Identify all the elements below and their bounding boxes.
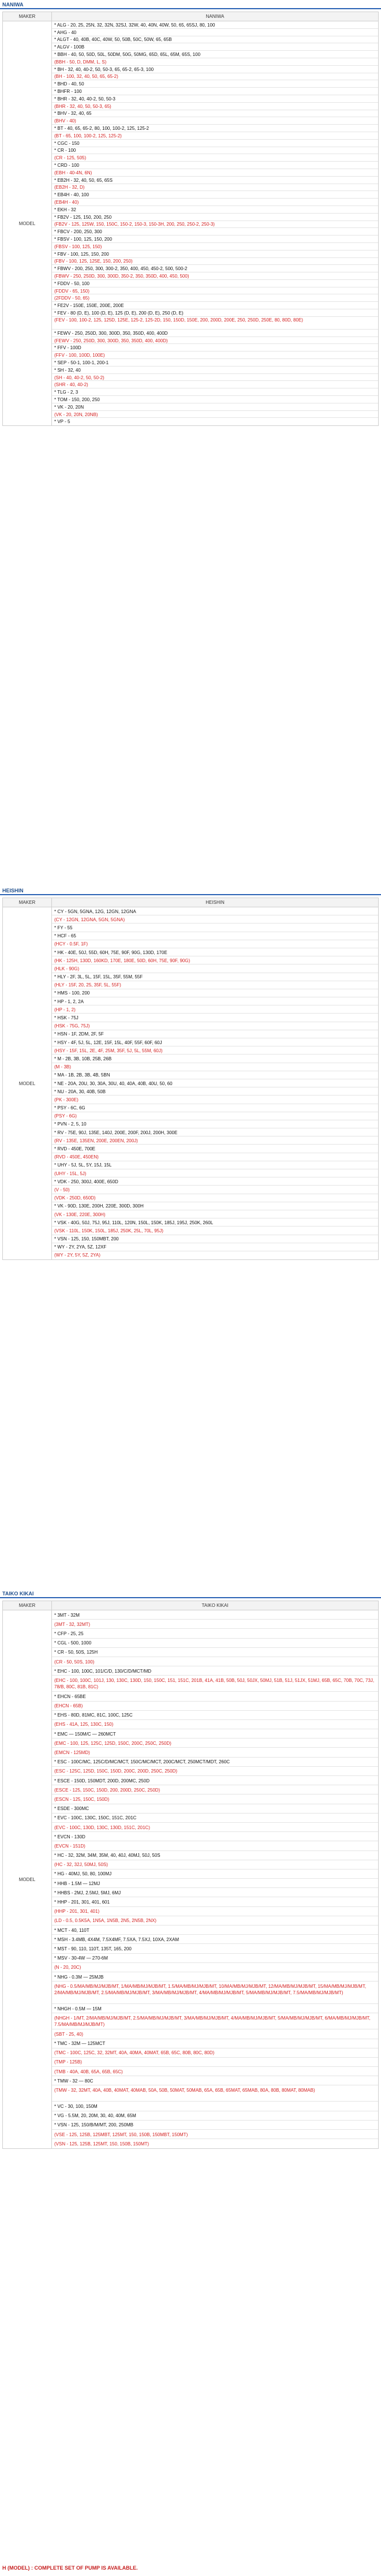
model-list-item: * TOM - 150, 200, 250 bbox=[52, 396, 378, 403]
model-list-item: * HHB - 1.5M — 12MJ bbox=[52, 1879, 378, 1888]
variant-list-item: (UHY - 15L, 5J) bbox=[52, 1169, 378, 1177]
model-list-item: * FEWV - 250, 250D, 300, 300D, 350, 350D, 400, 400D bbox=[52, 330, 378, 337]
model-list-item: * CFP - 25, 25 bbox=[52, 1629, 378, 1638]
variant-list-item: (EB2H - 32, D) bbox=[52, 184, 378, 192]
variant-list-item: (N - 20, 20C) bbox=[52, 1963, 378, 1972]
model-list-item: * HG - 40MJ, 50, 80, 100MJ bbox=[52, 1870, 378, 1879]
variant-list-item: (FFV - 100, 100D, 100E) bbox=[52, 352, 378, 359]
model-list-item: * NHG - 0.3M — 25MJB bbox=[52, 1972, 378, 1981]
variant-list-item: (SH - 40, 40-2, 50, 50-2) bbox=[52, 374, 378, 382]
model-list-item: * NHGH - 0.5M — 15M bbox=[52, 2004, 378, 2013]
model-list-item: * HK - 40E, 50J, 55D, 60H, 75E, 90F, 90G, 130D, 170E bbox=[52, 948, 378, 956]
section-divider bbox=[0, 8, 381, 9]
model-list-item: * VDK - 250, 300J, 400E, 650D bbox=[52, 1177, 378, 1186]
model-list-item: * FBWV - 200, 250, 300, 300-2, 350, 400, 450, 450-2, 500, 500-2 bbox=[52, 265, 378, 272]
variant-list-item: (VSK - 110L, 150K, 150L, 185J, 250K, 25L, 70L, 95J) bbox=[52, 1227, 378, 1235]
variant-list-item: (PSY - 6G) bbox=[52, 1112, 378, 1120]
variant-list-item: (EMCN - 125MD) bbox=[52, 1748, 378, 1757]
variant-list-item: (TMC - 100C, 125C, 32, 32MT, 40A, 40MA, 40MAT, 65B, 65C, 80B, 80C, 80D) bbox=[52, 2048, 378, 2058]
variant-list-item: (EBH - 40-4N, 6N) bbox=[52, 169, 378, 177]
model-list-item: * M - 2B, 3B, 10B, 25B, 26B bbox=[52, 1055, 378, 1063]
maker-column-header: MAKER bbox=[3, 12, 52, 21]
model-list-item: * ESC - 100C/MC, 125C/D/MC/MCT, 150C/MC/MCT, 200C/MCT, 250MCT/MDT, 260C bbox=[52, 1758, 378, 1767]
variant-list-item: (RV - 135E, 135EN, 200E, 200EN, 200J) bbox=[52, 1136, 378, 1145]
model-list-item: * TMC - 32M — 125MCT bbox=[52, 2039, 378, 2048]
model-list-item: * EHCN - 65BE bbox=[52, 1692, 378, 1701]
model-list-item: * MSH - 3.4MB, 4X4M, 7.5X4MF, 7.5XA, 7.5XJ, 10XA, 2XAM bbox=[52, 1935, 378, 1944]
model-list-item: * ALG - 20, 25, 25N, 32, 32N, 32SJ, 32W, 40, 40N, 40W, 50, 65, 65SJ, 80, 100 bbox=[52, 21, 378, 29]
maker-column-header: MAKER bbox=[3, 898, 52, 907]
variant-list-item: (SHR - 40, 40-2) bbox=[52, 381, 378, 388]
variant-list-item: (SBT - 25, 40) bbox=[52, 2029, 378, 2039]
variant-list-item: (FEV - 100, 100-2, 125, 125D, 125E, 125-2, 125-2D, 150, 150D, 150E, 200, 200D, 200E, 250, 250D, 250E, 80, 80D, 80E) bbox=[52, 317, 378, 330]
model-list-item: * FDDV - 50, 100 bbox=[52, 280, 378, 287]
brand-column-header: NANIWA bbox=[52, 12, 379, 21]
model-list-item: * HSK - 75J bbox=[52, 1014, 378, 1022]
model-list-item: * SH - 32, 40 bbox=[52, 367, 378, 374]
model-list-item: * BH - 32, 40, 40-2, 50, 50-3, 65, 65-2, 65-3, 100 bbox=[52, 66, 378, 73]
model-list-item: * FY - 55 bbox=[52, 924, 378, 932]
model-list-item: * BHV - 32, 40, 65 bbox=[52, 110, 378, 118]
model-list-item: * PSY - 6C, 6G bbox=[52, 1104, 378, 1112]
variant-list-item: (NHG - 0.5/MA/MB/MJ/MJB/MT, 1/MA/MB/MJ/MJB/MT, 1.5/MA/MB/MJ/MJB/MT, 10/MA/MB/MJ/MJB/MT, 12/MA/MB/MJ/MJB/MT, 15/MA/MB/MJ/MJB/MT, 2/MA/MB/MJ/MJB/MT, 2.5/MA/MB/MJ/MJB/MT, 3/MA/MB/MJ/MJB/MT, 4/MA/MB/MJ/MJB/MT, 5/MA/MB/MJ/MJB/MT, 7.5/MA/MB/MJ/MJB/MT) bbox=[52, 1981, 378, 2004]
model-list bbox=[52, 1610, 379, 2149]
model-list-item: * CY - 5GN, 5GNA, 12G, 12GN, 12GNA bbox=[52, 907, 378, 915]
model-list-item: * VP - 5 bbox=[54, 419, 70, 425]
variant-list-item: (EVC - 100C, 130D, 130C, 130D, 151C, 201C) bbox=[52, 1823, 378, 1832]
model-list-item: * UHY - 5J, 5L, 5Y, 15J, 15L bbox=[52, 1161, 378, 1169]
variant-list-item: (VSE - 125, 125B, 125MBT, 125MT, 150, 150B, 150MBT, 150MT) bbox=[52, 2130, 378, 2139]
model-list-item: * FFV - 100D bbox=[52, 344, 378, 352]
variant-list-item: (V - 50) bbox=[52, 1186, 378, 1194]
variant-list-item: (HC - 32, 32J, 50MJ, 50S) bbox=[52, 1860, 378, 1870]
model-list-item: * ALGV - 100B bbox=[52, 43, 378, 51]
model-list-item: * HLY - 2F, 3L, 5L, 15F, 15L, 35F, 55M, 55F bbox=[52, 973, 378, 981]
model-list-item: * HCF - 65 bbox=[52, 932, 378, 940]
variant-list-item: (TMP - 125B) bbox=[52, 2058, 378, 2067]
variant-list-item: (BHV - 40) bbox=[52, 117, 378, 125]
model-list-item: * EKH - 32 bbox=[52, 206, 378, 214]
model-list-item: * NE - 20A, 20U, 30, 30A, 30U, 40, 40A, 40B, 40U, 50, 60 bbox=[52, 1079, 378, 1087]
model-list-item: * EHS - 80D, 81MC, 81C, 100C, 125C bbox=[52, 1711, 378, 1720]
model-list-item: * CGC - 150 bbox=[52, 140, 378, 147]
model-row-label: MODEL bbox=[3, 1610, 52, 2149]
variant-list-item: (FBWV - 250, 250D, 300, 300D, 350-2, 350, 350D, 400, 450, 500) bbox=[52, 272, 378, 280]
model-list-item: * FEV - 80 (D, E), 100 (D, E), 125 (D, E), 200 (D, E), 250 (D, E) bbox=[52, 309, 378, 317]
model-list-item: * FB2V - 125, 150, 200, 250 bbox=[52, 214, 378, 221]
model-list bbox=[52, 907, 379, 1260]
variant-list-item: (NHGH - 1/MT, 2/MA/MB/MJ/MJB/MT, 2.5/MA/MB/MJ/MJB/MT, 3/MA/MB/MJ/MJB/MT, 4/MA/MB/MJ/MJB/MT, 5/MA/MB/MJ/MJB/MT, 6/MA/MB/MJ/MJB/MT, 7.5/MA/MB/MJ/MJB/MT) bbox=[52, 2013, 378, 2029]
variant-list-item: (EMC - 100, 125, 125C, 125D, 150C, 200C, 250C, 250D) bbox=[52, 1738, 378, 1748]
model-list-item: * CGL - 500, 1000 bbox=[52, 1639, 378, 1648]
heishin-section bbox=[0, 886, 381, 1260]
model-list-item: * MST - 90, 110, 110T, 135T, 165, 200 bbox=[52, 1944, 378, 1953]
variant-list-item: (CY - 12GN, 12GNA, 5GN, 5GNA) bbox=[52, 915, 378, 924]
brand-column-header: TAIKO KIKAI bbox=[52, 1601, 379, 1610]
model-list-item: * HP - 1, 2, 2A bbox=[52, 997, 378, 1005]
model-list-item: * RVD - 450E, 700E bbox=[52, 1145, 378, 1153]
model-list-item: * BHFR - 100 bbox=[52, 88, 378, 95]
footnote: H (MODEL) : COMPLETE SET OF PUMP IS AVAILABLE. bbox=[2, 2565, 138, 2571]
taiko-kikai-section bbox=[0, 1589, 381, 2149]
variant-list-item: (CR - 50, 50S, 100) bbox=[52, 1657, 378, 1666]
model-list-item: * HC - 32, 32M, 34M, 35M, 40, 40J, 40MJ, 50J, 50S bbox=[52, 1851, 378, 1860]
model-list-item: * SEP - 50-1, 100-1, 200-1 bbox=[52, 359, 378, 367]
variant-list-item: (TMW - 32, 32MT, 40A, 40B, 40MAT, 40MAB, 50A, 50B, 50MAT, 50MAB, 65A, 65B, 65MAT, 65MAB, 80A, 80B, 80MAT, 80MAB) bbox=[52, 2085, 378, 2102]
variant-list-item: (ESCE - 125, 150C, 150D, 200, 200D, 250C, 250D) bbox=[52, 1785, 378, 1794]
model-list-item: * VG - 5.5M, 20, 20M, 30, 40, 40M, 65M bbox=[52, 2111, 378, 2121]
model-list-item: * HHP - 201, 301, 401, 601 bbox=[52, 1897, 378, 1906]
variant-list-item: (HK - 125H, 130D, 160KD, 170E, 180E, 50D, 60H, 75E, 90F, 90G) bbox=[52, 956, 378, 964]
model-list-item: * CR - 100 bbox=[52, 147, 378, 155]
section-divider bbox=[0, 894, 381, 895]
variant-list-item: (FBV - 100, 125, 125E, 150, 200, 250) bbox=[52, 258, 378, 266]
model-list-item: * ALGT - 40, 40B, 40C, 40W, 50, 50B, 50C, 50W, 65, 65B bbox=[52, 36, 378, 44]
variant-list-item: (FBSV - 100, 125, 150) bbox=[52, 243, 378, 251]
model-list-item: * MCT - 40, 110T bbox=[52, 1926, 378, 1935]
model-list-item: * CR - 50, 50S, 125H bbox=[52, 1648, 378, 1657]
model-list-item: * FBV - 100, 125, 150, 200 bbox=[52, 251, 378, 258]
variant-list-item: (PK - 300E) bbox=[52, 1096, 378, 1104]
variant-list-item: (HSY - 15F, 15L, 2E, 4F, 25M, 35F, 5J, 5L, 55M, 60J) bbox=[52, 1046, 378, 1055]
variant-list-item: (FDDV - 65, 150) bbox=[52, 287, 378, 295]
model-list-item: * MA - 1B, 2B, 3B, 4B, 5BN bbox=[52, 1071, 378, 1079]
variant-list-item: (FB2V - 125, 125W, 150, 150C, 150-2, 150-3, 150-3H, 200, 250, 250-2, 250-3) bbox=[52, 221, 378, 229]
brand-title: TAIKO KIKAI bbox=[2, 1591, 34, 1597]
variant-list-item: (HP - 1, 2) bbox=[52, 1005, 378, 1014]
variant-list-item: (FEWV - 250, 250D, 300, 300D, 350, 350D, 400, 400D) bbox=[52, 337, 378, 345]
model-list-item: * BBH - 40, 50, 50D, 50L, 50DM, 50G, 50MG, 65D, 65L, 65M, 65S, 100 bbox=[52, 51, 378, 58]
model-list-item: * HMS - 100, 200 bbox=[52, 989, 378, 997]
model-list-item: * BT - 40, 65, 65-2, 80, 100, 100-2, 125, 125-2 bbox=[52, 125, 378, 132]
variant-list-item: (2FDDV - 50, 65) bbox=[52, 294, 378, 302]
model-list-item: * ESCE - 150D, 150MDT, 200D, 200MC, 250D bbox=[52, 1776, 378, 1785]
model-row-label: MODEL bbox=[3, 907, 52, 1260]
model-list-item: * EHC - 100, 100C, 101/C/D, 130/C/D/MCT/MD bbox=[52, 1666, 378, 1676]
model-list-item: * TLG - 2, 3 bbox=[52, 388, 378, 396]
model-list-item: * BHR - 32, 40, 40-2, 50, 50-3 bbox=[52, 95, 378, 103]
model-list-item: * BHD - 40, 50 bbox=[52, 80, 378, 88]
variant-list-item: (EVCN - 151D) bbox=[52, 1841, 378, 1850]
model-list-item: * AHG - 40 bbox=[52, 29, 378, 36]
maker-column-header: MAKER bbox=[3, 1601, 52, 1610]
model-list-item: * ESDE - 300MC bbox=[52, 1804, 378, 1814]
naniwa-section bbox=[0, 0, 381, 426]
variant-list-item: (EHC - 100, 100C, 101J, 130, 130C, 130D, 150, 150C, 151, 151C, 201B, 41A, 41B, 50B, 50J, 50JX, 50MJ, 51B, 51J, 51JX, 51MJ, 65B, 65C, 70B, 70C, 73J, 78/B, 80C, 81B, 81C) bbox=[52, 1676, 378, 1692]
variant-list-item: (HCY - 0.5F, 1F) bbox=[52, 940, 378, 948]
model-list-item: * FE2V - 150E, 150E, 200E, 200E bbox=[52, 302, 378, 309]
variant-list-item: (EHS - 41A, 125, 130C, 150) bbox=[52, 1720, 378, 1729]
model-table bbox=[2, 898, 379, 1260]
model-list-item: * RV - 75E, 90J, 135E, 140J, 200E, 200F, 200J, 200H, 300E bbox=[52, 1128, 378, 1136]
model-list-item: * TMW - 32 — 80C bbox=[52, 2076, 378, 2085]
model-row-label: MODEL bbox=[3, 21, 52, 426]
model-list-item: * EB4H - 40, 100 bbox=[52, 191, 378, 199]
model-list-item: * EMC — 150M/C — 260MCT bbox=[52, 1729, 378, 1738]
model-list-item: * FBCV - 200, 250, 300 bbox=[52, 228, 378, 235]
variant-list-item: (BH - 100, 32, 40, 50, 65, 65-2) bbox=[52, 73, 378, 81]
variant-list-item: (EHCN - 65B) bbox=[52, 1702, 378, 1711]
variant-list-item: (CR - 125, 505) bbox=[52, 154, 378, 162]
model-table bbox=[2, 1601, 379, 2149]
model-list-item: * PVN - 2, 5, 10 bbox=[52, 1120, 378, 1128]
model-list-item: * VSK - 40G, 50J, 75J, 95J, 110L, 120N, 150L, 150K, 185J, 195J, 250K, 260L bbox=[52, 1218, 378, 1227]
variant-list-item: (HLY - 15F, 20, 25, 35F, 5L, 55F) bbox=[52, 981, 378, 989]
model-list-item: * CRD - 100 bbox=[52, 162, 378, 169]
variant-list-item: (3MT - 32, 32MT) bbox=[52, 1620, 378, 1629]
model-table bbox=[2, 12, 379, 426]
variant-list-item: (VK - 20, 20N, 20NB) bbox=[52, 411, 378, 418]
variant-list-item: (ESC - 125C, 125D, 150C, 150D, 200C, 200D, 250C, 250D) bbox=[52, 1767, 378, 1776]
model-list-item: * VK - 20, 20N bbox=[52, 403, 378, 411]
variant-list-item: (WY - 2Y, 5Y, 5Z, 2YA) bbox=[54, 1253, 100, 1258]
variant-list-item: (M - 3B) bbox=[52, 1063, 378, 1071]
variant-list-item: (BHR - 32, 40, 50, 50-3, 65) bbox=[52, 103, 378, 110]
variant-list-item: (VSN - 125, 125B, 125MT, 150, 150B, 150MT) bbox=[54, 2141, 150, 2147]
model-list-item: * VC - 30, 100, 150M bbox=[52, 2102, 378, 2111]
variant-list-item: (TMB - 40A, 40B, 65A, 65B, 65C) bbox=[52, 2067, 378, 2076]
model-list bbox=[52, 21, 379, 426]
variant-list-item: (BT - 65, 100, 100-2, 125, 125-2) bbox=[52, 132, 378, 140]
variant-list-item: (LD - 0.5, 0.5K5A, 1N5A, 1N5B, 2N5, 2N5B, 2NX) bbox=[52, 1916, 378, 1926]
variant-list-item: (EB4H - 40) bbox=[52, 199, 378, 206]
brand-title: HEISHIN bbox=[2, 888, 24, 893]
model-list-item: * NU - 20A, 30, 40B, 50B bbox=[52, 1087, 378, 1096]
variant-list-item: (HLK - 90G) bbox=[52, 964, 378, 973]
variant-list-item: (VDK - 250D, 650D) bbox=[52, 1194, 378, 1202]
model-list-item: * VSN - 125, 150, 150MBT, 200 bbox=[52, 1235, 378, 1243]
model-list-item: * WY - 2Y, 2YA, 5Z, 12XF bbox=[52, 1243, 378, 1251]
model-list-item: * MSV - 30-4W — 270-6M bbox=[52, 1954, 378, 1963]
model-list-item: * EVC - 100C, 130C, 150C, 151C, 201C bbox=[52, 1814, 378, 1823]
model-list-item: * HSY - 4F, 5J, 5L, 12E, 15F, 15L, 40F, 55F, 60F, 60J bbox=[52, 1038, 378, 1046]
brand-column-header: HEISHIN bbox=[52, 898, 379, 907]
model-list-item: * VK - 90D, 130E, 200H, 220E, 300D, 300H bbox=[52, 1202, 378, 1210]
variant-list-item: (HSK - 75G, 75J) bbox=[52, 1022, 378, 1030]
model-list-item: * FBSV - 100, 125, 150, 200 bbox=[52, 235, 378, 243]
variant-list-item: (RVD - 450E, 450EN) bbox=[52, 1153, 378, 1161]
variant-list-item: (HHP - 201, 301, 401) bbox=[52, 1907, 378, 1916]
section-divider bbox=[0, 1597, 381, 1598]
variant-list-item: (VK - 130E, 220E, 300H) bbox=[52, 1210, 378, 1218]
model-list-item: * EB2H - 32, 40, 50, 65, 65S bbox=[52, 177, 378, 184]
model-list-item: * HHBS - 2MJ, 2.5MJ, 5MJ, 6MJ bbox=[52, 1888, 378, 1897]
model-list-item: * VSN - 125, 150/B/M/MT, 200, 250MB bbox=[52, 2121, 378, 2130]
variant-list-item: (BBH - 50, D, DMM, L, S) bbox=[52, 58, 378, 66]
model-list-item: * HSN - 1F, 2DM, 2F, 5F bbox=[52, 1030, 378, 1038]
model-list-item: * 3MT - 32M bbox=[52, 1610, 378, 1620]
variant-list-item: (ESCN - 125, 150C, 150D) bbox=[52, 1794, 378, 1804]
brand-title: NANIWA bbox=[2, 2, 24, 8]
model-list-item: * EVCN - 130D bbox=[52, 1832, 378, 1841]
